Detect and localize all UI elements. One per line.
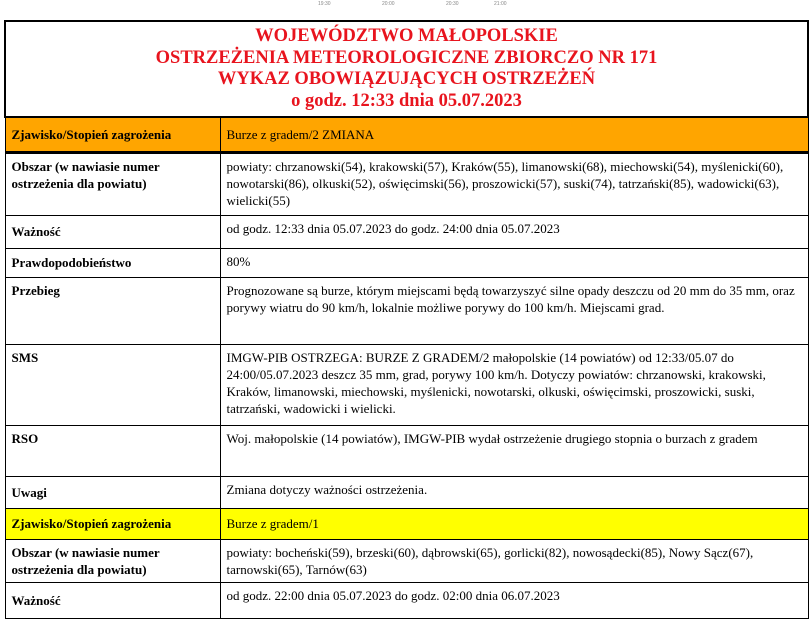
header-title: OSTRZEŻENIA METEOROLOGICZNE ZBIORCZO NR 171: [155, 47, 658, 68]
warning1-phenomenon-row: [5, 117, 808, 152]
row-label: RSO: [5, 425, 220, 476]
row-value: 80%: [220, 248, 808, 277]
row-label: Zjawisko/Stopień zagrożenia: [5, 508, 220, 539]
warning1-validity-row: [5, 215, 808, 248]
warning2-phenomenon-row: [5, 508, 808, 539]
header-subtitle: WYKAZ OBOWIĄZUJĄCYCH OSTRZEŻEŃ: [217, 69, 596, 89]
warning2-validity-row: [5, 582, 808, 618]
row-label: Uwagi: [5, 476, 220, 508]
row-value: powiaty: chrzanowski(54), krakowski(57), Kraków(55), limanowski(68), miechowski(54), myślenicki(60), nowotarski(86), olkuski(52), oświęcimski(56), proszowicki(57), suski(74), tatrzański(85), wadowicki(63), wielicki(55): [220, 152, 808, 215]
row-label: SMS: [5, 344, 220, 425]
row-value: od godz. 22:00 dnia 05.07.2023 do godz. 02:00 dnia 06.07.2023: [220, 582, 808, 618]
row-value: Zmiana dotyczy ważności ostrzeżenia.: [220, 476, 808, 508]
row-value: Burze z gradem/2 ZMIANA: [220, 117, 808, 152]
warning1-sms-row: [5, 344, 808, 425]
warning2-area-row: [5, 539, 808, 582]
row-label: Ważność: [5, 215, 220, 248]
warnings-table: [4, 20, 809, 619]
tick-label: 20:00: [382, 1, 395, 7]
warning1-area-row: [5, 152, 808, 215]
row-value: od godz. 12:33 dnia 05.07.2023 do godz. 24:00 dnia 05.07.2023: [220, 215, 808, 248]
header-datetime: o godz. 12:33 dnia 05.07.2023: [291, 90, 522, 111]
tick-label: 20:30: [446, 1, 459, 7]
document-header: [5, 21, 808, 117]
row-label: Przebieg: [5, 277, 220, 344]
warning1-course-row: [5, 277, 808, 344]
row-label: Obszar (w nawiasie numer ostrzeżenia dla powiatu): [5, 539, 220, 582]
row-value: Burze z gradem/1: [220, 508, 808, 539]
row-value: powiaty: bocheński(59), brzeski(60), dąbrowski(65), gorlicki(82), nowosądecki(85), Nowy Sącz(67), tarnowski(65), Tarnów(63): [220, 539, 808, 582]
tick-label: 19:30: [318, 1, 331, 7]
row-label: Ważność: [5, 582, 220, 618]
row-label: Zjawisko/Stopień zagrożenia: [5, 117, 220, 152]
warning1-rso-row: [5, 425, 808, 476]
chart-axis-remnant: [0, 0, 812, 20]
warning1-probability-row: [5, 248, 808, 277]
header-region: WOJEWÓDZTWO MAŁOPOLSKIE: [255, 26, 558, 46]
row-label: Obszar (w nawiasie numer ostrzeżenia dla powiatu): [5, 152, 220, 215]
warning1-notes-row: [5, 476, 808, 508]
row-value: Woj. małopolskie (14 powiatów), IMGW-PIB wydał ostrzeżenie drugiego stopnia o burzach z gradem: [220, 425, 808, 476]
row-value: IMGW-PIB OSTRZEGA: BURZE Z GRADEM/2 małopolskie (14 powiatów) od 12:33/05.07 do 24:00/05.07.2023 deszcz 35 mm, grad, porywy 100 km/h. Dotyczy powiatów: chrzanowski, krakowski, Kraków, limanowski, miechowski, myślenicki, nowotarski, olkuski, oświęcimski, proszowicki, suski, tatrzański, wadowicki i wielicki.: [220, 344, 808, 425]
tick-label: 21:00: [494, 1, 507, 7]
row-label: Prawdopodobieństwo: [5, 248, 220, 277]
row-value: Prognozowane są burze, którym miejscami będą towarzyszyć silne opady deszczu od 20 mm do 35 mm, oraz porywy wiatru do 90 km/h, lokalnie możliwe porywy do 100 km/h. Miejscami grad.: [220, 277, 808, 344]
